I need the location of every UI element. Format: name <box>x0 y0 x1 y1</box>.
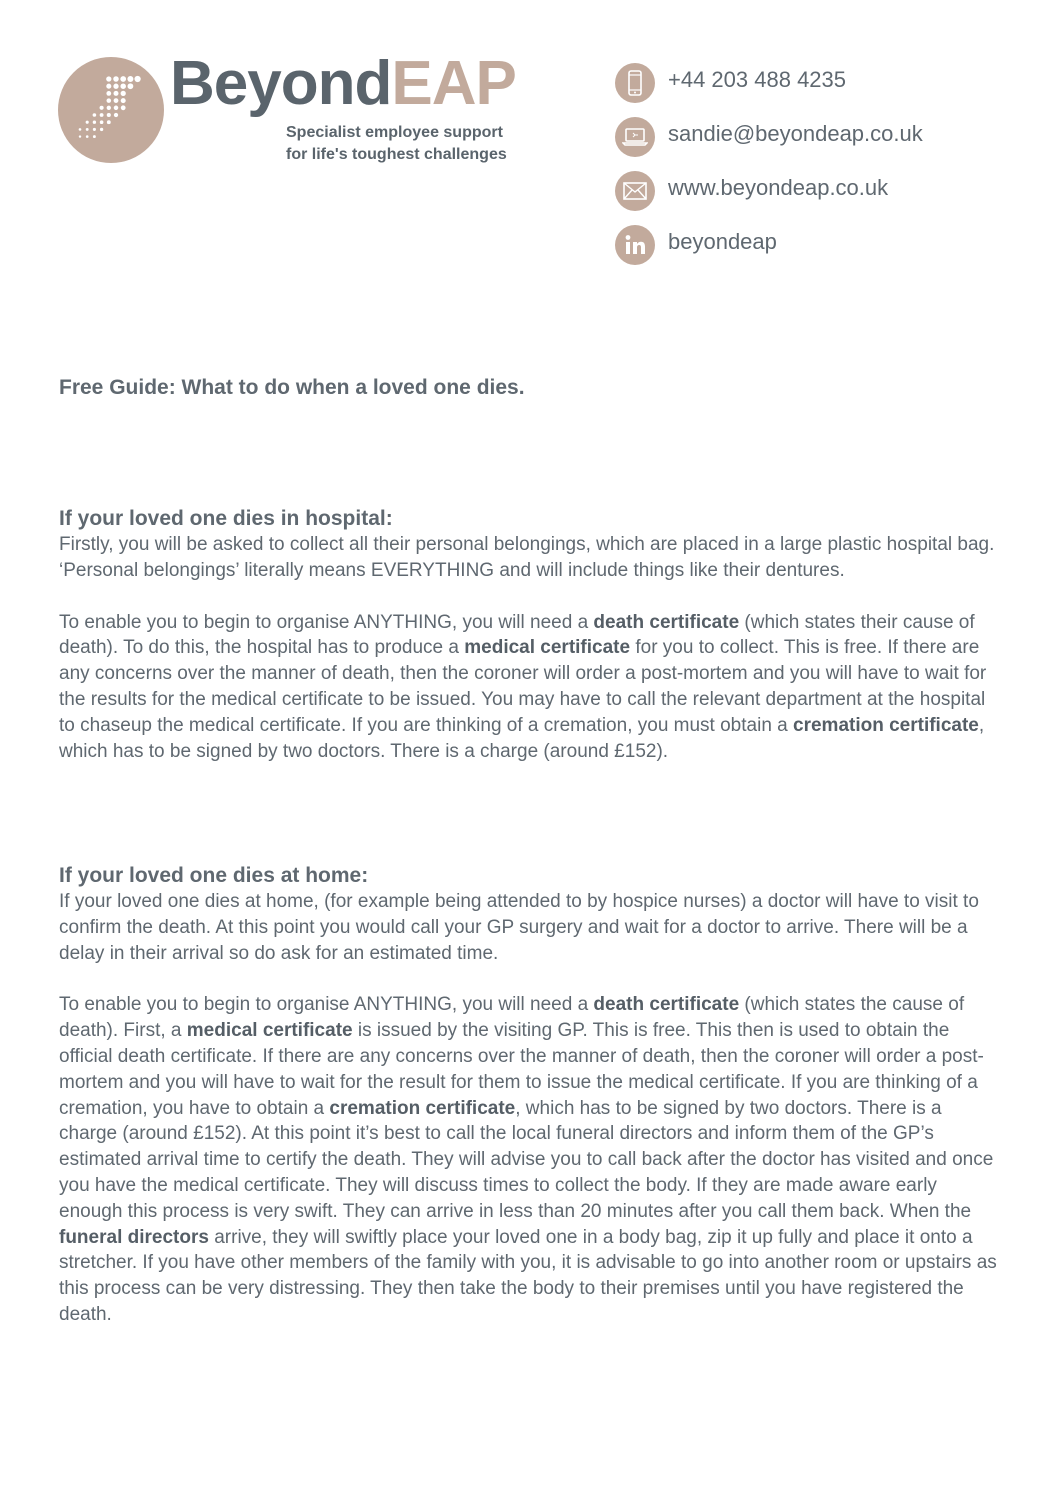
section-hospital-heading: If your loved one dies in hospital: <box>59 507 393 530</box>
tagline-line-1: Specialist employee support <box>286 124 503 141</box>
term-medical-certificate: medical certificate <box>186 1020 353 1042</box>
term-death-certificate: death certificate <box>593 994 740 1016</box>
term-cremation-certificate: cremation certificate <box>793 714 979 736</box>
contact-list <box>615 56 1035 272</box>
logo-tagline <box>286 122 507 166</box>
contact-linkedin-text: beyondeap <box>668 229 777 254</box>
tagline-line-2: for life's toughest challenges <box>286 146 507 163</box>
contact-email[interactable] <box>615 110 1035 164</box>
contact-email-text: sandie@beyondeap.co.uk <box>668 121 923 146</box>
logo-mark-icon <box>58 57 164 163</box>
contact-website[interactable] <box>615 164 1035 218</box>
logo-word-eap: EAP <box>391 49 516 118</box>
envelope-icon <box>615 171 655 211</box>
logo <box>58 49 538 172</box>
section-hospital <box>59 506 999 764</box>
page-title: Free Guide: What to do when a loved one dies. <box>59 376 525 399</box>
phone-icon <box>615 63 655 103</box>
section-home-heading: If your loved one dies at home: <box>59 864 369 887</box>
term-medical-certificate: medical certificate <box>464 637 631 659</box>
logo-word-beyond: Beyond <box>170 49 392 118</box>
contact-phone[interactable] <box>615 56 1035 110</box>
linkedin-icon <box>615 225 655 265</box>
term-death-certificate: death certificate <box>593 611 740 633</box>
term-cremation-certificate: cremation certificate <box>329 1097 516 1119</box>
laptop-icon <box>615 117 655 157</box>
section-hospital-paragraph-1: Firstly, you will be asked to collect all their personal belongings, which are placed in a large plastic hospital bag. ‘Personal belongings’ literally means EVERYTHING and will include things like their dentures. <box>59 534 995 581</box>
section-hospital-paragraph-2: To enable you to begin to organise ANYTHING, you will need a death certificate (which states their cause of death). To do this, the hospital has to produce a medical certificate for you to collect. This is free. If there are any concerns over the manner of death, then the coroner will order a post-mortem and you will have to wait for the results for the medical certificate to be issued. You may have to call the relevant department at the hospital to chaseup the medical certificate. If you are thinking of a cremation, you must obtain a cremation certificate, which has to be signed by two doctors. There is a charge (around £152). <box>59 611 987 762</box>
contact-linkedin[interactable] <box>615 218 1035 272</box>
section-home <box>59 863 999 1328</box>
contact-phone-text: +44 203 488 4235 <box>668 67 847 92</box>
logo-wordmark <box>170 49 516 118</box>
section-home-paragraph-2: To enable you to begin to organise ANYTHING, you will need a death certificate (which states the cause of death). First, a medical certificate is issued by the visiting GP. This is free. This then is used to obtain the official death certificate. If there are any concerns over the manner of death, then the coroner will order a post-mortem and you will have to wait for the result for them to issue the medical certificate. If you are thinking of a cremation, you have to obtain a cremation certificate, which has to be signed by two doctors. There is a charge (around £152). At this point it’s best to call the local funeral directors and inform them of the GP’s estimated arrival time to certify the death. They will advise you to call back after the doctor has visited and once you have the medical certificate. They will discuss times to collect the body. If they are made aware early enough this process is very swift. They can arrive in less than 20 minutes after you call them back. When the funeral directors arrive, they will swiftly place your loved one in a body bag, zip it up fully and place it onto a stretcher. If you have other members of the family with you, it is advisable to go into another room or upstairs as this process can be very distressing. They then take the body to their premises until you have registered the death. <box>59 994 997 1325</box>
contact-website-text: www.beyondeap.co.uk <box>668 175 889 200</box>
section-home-paragraph-1: If your loved one dies at home, (for example being attended to by hospice nurses) a doctor will have to visit to confirm the death. At this point you would call your GP surgery and wait for a doctor to arrive. There will be a delay in their arrival so do ask for an estimated time. <box>59 891 979 964</box>
term-funeral-directors: funeral directors <box>59 1226 209 1248</box>
